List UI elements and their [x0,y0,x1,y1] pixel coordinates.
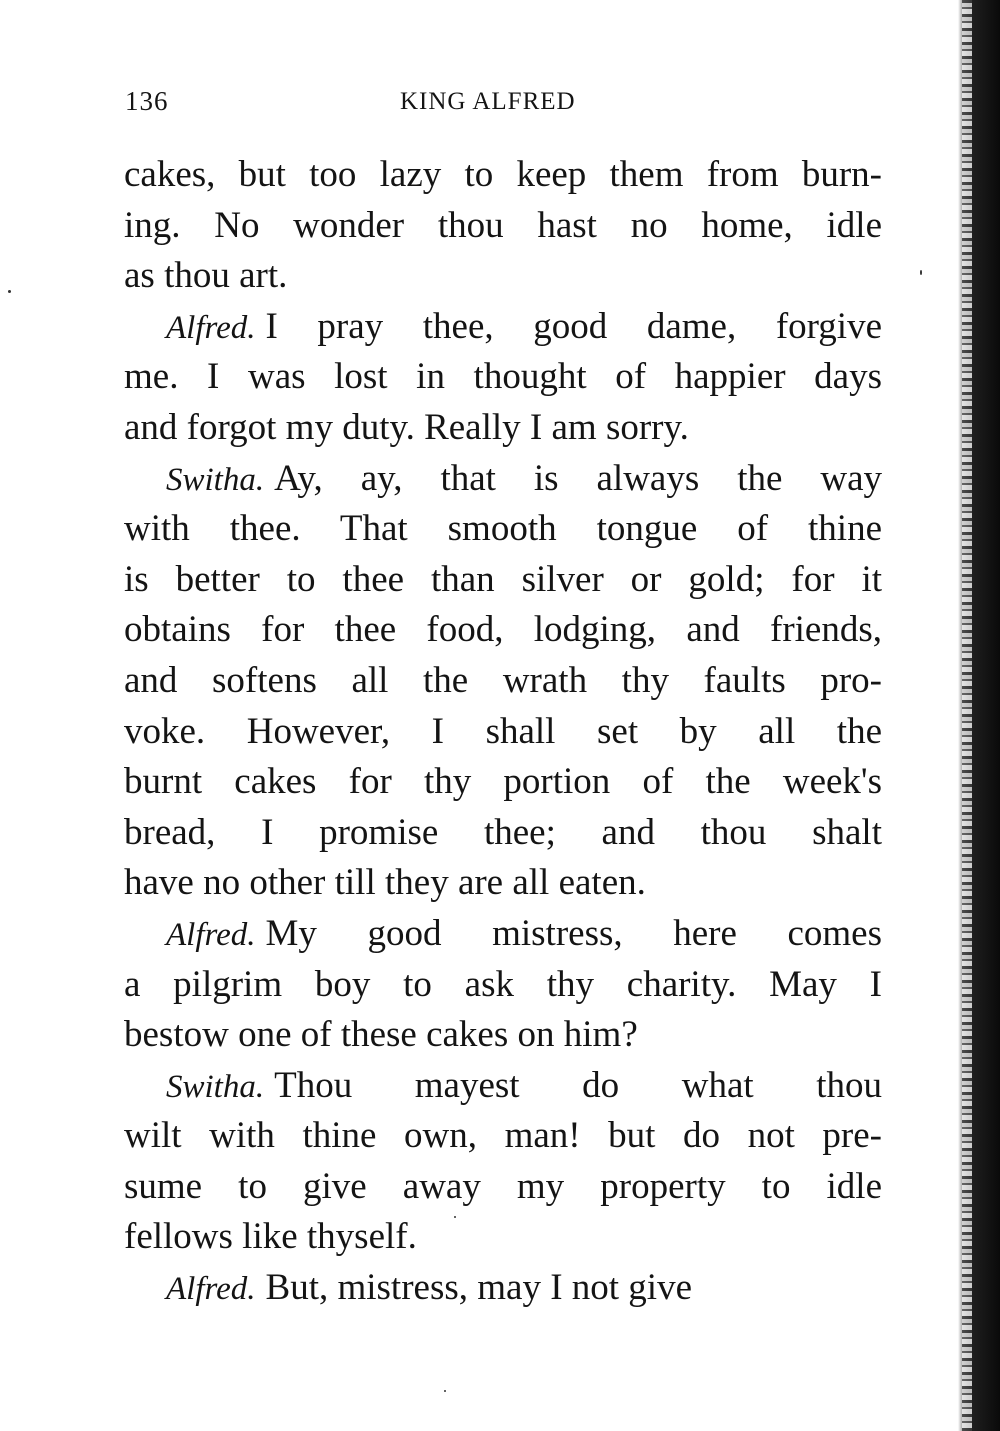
text-line [124,1212,882,1263]
text-line [124,403,882,454]
page-number: 136 [125,86,169,116]
text-line [124,201,882,252]
scan-speck [8,290,11,293]
line-text: Thou mayest do what thou [274,1064,882,1106]
text-line [124,656,882,707]
text-line [124,555,882,606]
line-text: and forgot my duty. Really I am sorry. [124,406,689,448]
line-text: I pray thee, good dame, forgive [265,305,882,347]
body-text [124,150,882,1314]
text-line [124,1061,882,1112]
text-line [124,707,882,758]
text-line [124,251,882,302]
page-header [125,86,880,126]
text-line [124,454,882,505]
line-text: is better to thee than silver or gold; for it [124,558,882,600]
text-line [124,150,882,201]
line-text: ing. No wonder thou hast no home, idle [124,204,882,246]
speaker-name: Alfred. [166,309,256,346]
line-text: Ay, ay, that is always the way [274,457,882,499]
line-text: have no other till they are all eaten. [124,862,646,904]
binding-edge-shadow [958,0,1000,1431]
text-line [124,960,882,1011]
line-text: voke. However, I shall set by all the [124,710,882,752]
line-text: bread, I promise thee; and thou shalt [124,811,882,853]
speaker-name: Switha. [166,461,265,498]
text-line [124,1010,882,1061]
line-text: and softens all the wrath thy faults pro- [124,659,882,701]
scan-speck [454,1216,456,1218]
text-line [124,1162,882,1213]
line-text: me. I was lost in thought of happier days [124,356,882,398]
line-text: burnt cakes for thy portion of the week's [124,761,882,803]
text-line [124,1111,882,1162]
text-line [124,302,882,353]
line-text: bestow one of these cakes on him? [124,1014,638,1056]
text-line [124,1263,882,1314]
scan-speck [444,1390,446,1392]
line-text: cakes, but too lazy to keep them from burn- [124,154,882,195]
line-text: My good mistress, here comes [265,912,882,954]
running-title: KING ALFRED [400,88,576,115]
speaker-name: Alfred. [166,1271,256,1308]
line-text: as thou art. [124,255,288,297]
line-text: a pilgrim boy to ask thy charity. May I [124,963,882,1005]
line-text: with thee. That smooth tongue of thine [124,508,882,550]
text-line [124,858,882,909]
line-text: fellows like thyself. [124,1216,417,1258]
text-line [124,909,882,960]
text-line [124,757,882,808]
line-text: obtains for thee food, lodging, and friends, [124,609,882,651]
text-line [124,352,882,403]
line-text: sume to give away my property to idle [124,1165,882,1207]
line-text: But, mistress, may I not give [265,1267,693,1309]
speaker-name: Switha. [166,1068,265,1105]
scan-speck [920,270,922,275]
line-text: wilt with thine own, man! but do not pre- [124,1115,882,1157]
text-line [124,605,882,656]
speaker-name: Alfred. [166,916,256,953]
text-line [124,808,882,859]
text-line [124,504,882,555]
